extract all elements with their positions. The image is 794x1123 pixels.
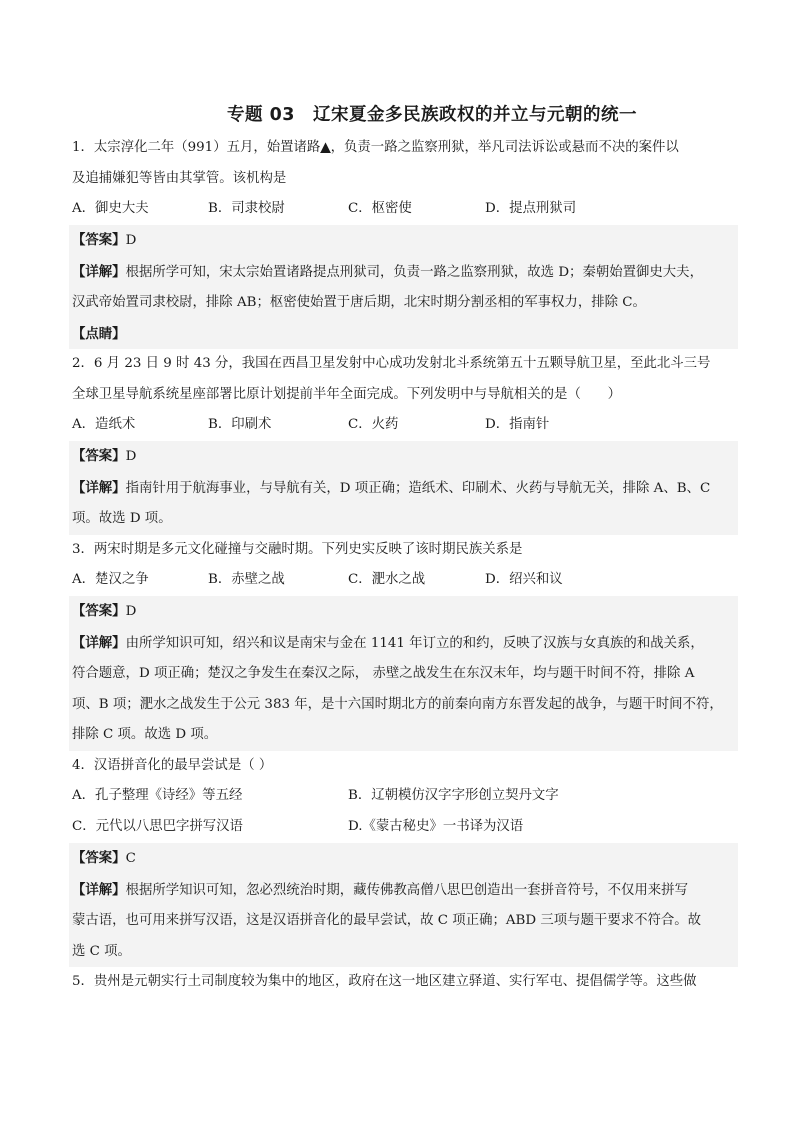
question-1-solution <box>69 225 738 349</box>
question-3-stem-line-1: 3．两宋时期是多元文化碰撞与交融时期。下列史实反映了该时期民族关系是 <box>72 541 523 557</box>
question-4-options-row-2 <box>72 812 736 843</box>
detail-line-1: 【详解】根据所学可知，宋太宗始置诸路提点刑狱司，负责一路之监察刑狱，故选 D；秦朝始置御史大夫， <box>72 263 703 280</box>
option-d: D.《蒙古秘史》一书译为汉语 <box>348 819 524 834</box>
question-3-options <box>72 565 736 596</box>
option-b: B．赤壁之战 <box>208 572 285 587</box>
question-1 <box>72 132 736 349</box>
question-1-options <box>72 194 736 225</box>
detail-line-3: 项、B 项；淝水之战发生于公元 383 年，是十六国时期北方的前秦向南方东晋发起的战争，与题干时间不符， <box>72 696 723 712</box>
point-label: 【点睛】 <box>72 325 126 342</box>
question-1-stem-line-2: 及追捕嫌犯等皆由其掌管。该机构是 <box>72 170 287 186</box>
option-b: B．司隶校尉 <box>208 201 285 216</box>
document-page <box>72 100 736 998</box>
question-4-stem-line-1: 4．汉语拼音化的最早尝试是（ ） <box>72 757 273 773</box>
document-title: 专题 03 辽宋夏金多民族政权的并立与元朝的统一 <box>227 105 637 125</box>
option-d: D．提点刑狱司 <box>485 201 577 216</box>
answer-value: D <box>125 233 137 248</box>
answer-value: D <box>125 604 137 619</box>
detail-line-1: 【详解】根据所学知识可知，忽必烈统治时期，藏传佛教高僧八思巴创造出一套拼音符号，不仅用来拼写 <box>72 881 688 898</box>
question-5-stem-line-1: 5．贵州是元朝实行土司制度较为集中的地区，政府在这一地区建立驿道、实行军屯、提倡儒学等。这些做 <box>72 974 697 989</box>
option-c: C．元代以八思巴字拼写汉语 <box>72 819 243 834</box>
question-2 <box>72 349 736 535</box>
option-a: A．御史大夫 <box>72 201 149 216</box>
answer-row: 【答案】C <box>72 850 136 866</box>
detail-line-1: 【详解】指南针用于航海事业，与导航有关，D 项正确；造纸术、印刷术、火药与导航无关，排除 A、B、C <box>72 479 711 496</box>
question-3 <box>72 535 736 751</box>
option-d: D．指南针 <box>485 417 550 432</box>
detail-line-2: 符合题意，D 项正确；楚汉之争发生在秦汉之际， 赤壁之战发生在东汉末年，均与题干时间不符，排除 A <box>72 666 695 681</box>
question-5 <box>72 967 736 998</box>
question-4-solution <box>69 843 738 967</box>
question-2-solution <box>69 441 738 535</box>
option-d: D．绍兴和议 <box>485 572 563 587</box>
detail-line-2: 项。故选 D 项。 <box>72 511 172 526</box>
detail-line-1: 【详解】由所学知识可知，绍兴和议是南宋与金在 1141 年订立的和约，反映了汉族与女真族的和战关系， <box>72 634 704 651</box>
option-a: A．造纸术 <box>72 417 136 432</box>
detail-line-3: 选 C 项。 <box>72 943 131 959</box>
answer-row: 【答案】D <box>72 232 137 248</box>
detail-line-4: 排除 C 项。故选 D 项。 <box>72 727 218 742</box>
question-4 <box>72 751 736 968</box>
option-c: C．火药 <box>348 417 399 432</box>
question-2-options <box>72 410 736 441</box>
option-a: A．孔子整理《诗经》等五经 <box>72 788 243 803</box>
question-4-options-row-1 <box>72 781 736 812</box>
answer-value: D <box>125 449 137 464</box>
option-b: B．印刷术 <box>208 417 272 432</box>
detail-line-2: 汉武帝始置司隶校尉，排除 AB；枢密使始置于唐后期，北宋时期分割丞相的军事权力，排除 C。 <box>72 295 646 310</box>
question-1-stem-line-1: 1．太宗淳化二年（991）五月，始置诸路▲，负责一路之监察刑狱，举凡司法诉讼或悬而不决的案件以 <box>72 139 679 155</box>
question-2-stem-line-1: 2．6 月 23 日 9 时 43 分，我国在西昌卫星发射中心成功发射北斗系统第五十五颗导航卫星，至此北斗三号 <box>72 356 711 371</box>
answer-blank: ▲ <box>320 139 331 155</box>
option-c: C．淝水之战 <box>348 572 426 587</box>
option-b: B．辽朝模仿汉字字形创立契丹文字 <box>348 788 559 803</box>
question-2-stem-line-2: 全球卫星导航系统星座部署比原计划提前半年全面完成。下列发明中与导航相关的是（ ） <box>72 386 622 402</box>
option-c: C．枢密使 <box>348 201 412 216</box>
detail-line-2: 蒙古语，也可用来拼写汉语，这是汉语拼音化的最早尝试，故 C 项正确；ABD 三项与题干要求不符合。故 <box>72 913 702 928</box>
answer-row: 【答案】D <box>72 603 137 619</box>
option-a: A．楚汉之争 <box>72 572 149 587</box>
answer-row: 【答案】D <box>72 448 137 464</box>
answer-value: C <box>125 851 136 866</box>
question-3-solution <box>69 596 738 751</box>
